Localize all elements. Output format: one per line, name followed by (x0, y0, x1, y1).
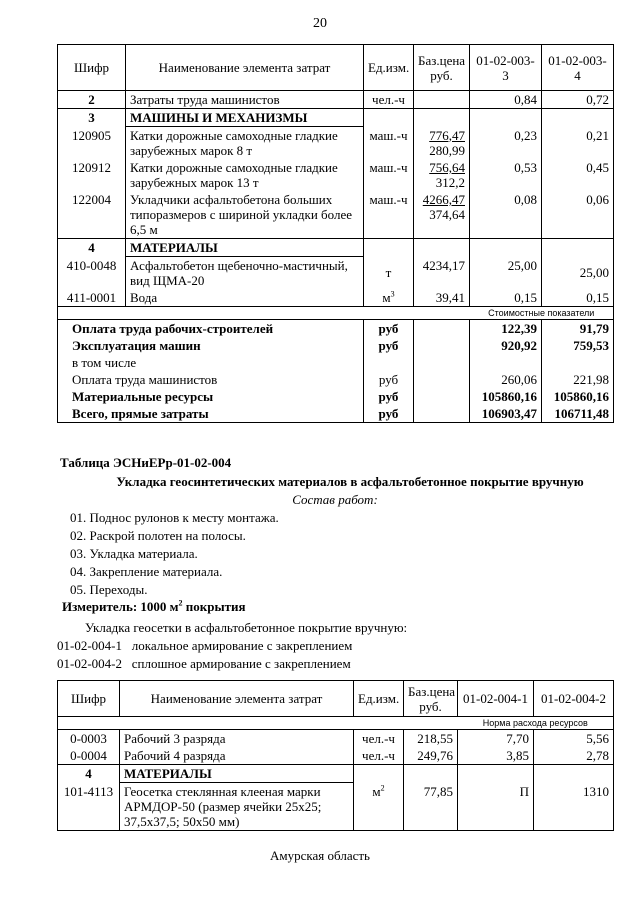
subheader-row (58, 307, 614, 320)
row-value-1: 7,70 (458, 730, 534, 748)
col-norm1-header: 01-02-003-3 (470, 45, 542, 91)
table-row (58, 257, 614, 290)
cost-row (58, 320, 614, 338)
row-code: 411-0001 (58, 289, 126, 307)
cost-label: Оплата труда машинистов (58, 371, 364, 388)
row-price: 39,41 (414, 289, 470, 307)
col-norm2-header: 01-02-003-4 (542, 45, 614, 91)
row-value-2: 2,78 (534, 747, 614, 765)
row-value-1: П (458, 783, 534, 831)
row-name: Геосетка стеклянная клееная марки АРМДОР-50 (размер ячейки 25х25; 37,5х37,5; 50х50 мм) (120, 783, 354, 831)
row-code: 410-0048 (58, 257, 126, 290)
cost-row (58, 371, 614, 388)
cost-value-1: 106903,47 (470, 405, 542, 423)
table-row (58, 91, 614, 109)
row-price: 4266,47 374,64 (414, 191, 470, 239)
section-code: 2 (58, 91, 126, 109)
work-item: 05. Переходы. (70, 582, 148, 597)
work-item: 03. Укладка материала. (70, 546, 198, 561)
page-footer: Амурская область (270, 848, 370, 863)
row-value-2: 0,06 (542, 191, 614, 239)
section-title: МАТЕРИАЛЫ (120, 765, 354, 783)
table-2-name: Укладка геосинтетических материалов в асфальтобетонное покрытие вручную (116, 474, 584, 489)
cost-indicators-label: Стоимостные показатели (470, 307, 614, 320)
row-unit: маш.-ч (364, 159, 414, 191)
row-name: Рабочий 4 разряда (120, 747, 354, 765)
row-unit: т (364, 257, 414, 290)
variant-line (57, 656, 351, 672)
row-unit: чел.-ч (354, 747, 404, 765)
row-value-1: 0,84 (470, 91, 542, 109)
page-number: 20 (313, 16, 327, 31)
table-row (58, 783, 614, 831)
cost-value-1: 122,39 (470, 320, 542, 338)
row-price: 249,76 (404, 747, 458, 765)
row-code: 0-0004 (58, 747, 120, 765)
section-title: МАШИНЫ И МЕХАНИЗМЫ (126, 109, 364, 127)
row-value-1: 25,00 (470, 257, 542, 290)
row-price: 4234,17 (414, 257, 470, 290)
col-norm1-header: 01-02-004-1 (458, 681, 534, 717)
row-unit: чел.-ч (354, 730, 404, 748)
row-unit: чел.-ч (364, 91, 414, 109)
cost-label: Всего, прямые затраты (58, 405, 364, 423)
row-price: 776,47 280,99 (414, 127, 470, 160)
row-code: 101-4113 (58, 783, 120, 831)
col-code-header: Шифр (58, 681, 120, 717)
variant-line (57, 638, 352, 654)
row-name: Катки дорожные самоходные гладкие зарубежных марок 8 т (126, 127, 364, 160)
variant-text: локальное армирование с закреплением (131, 638, 353, 653)
row-unit: маш.-ч (364, 191, 414, 239)
col-norm2-header: 01-02-004-2 (534, 681, 614, 717)
subheader-row (58, 717, 614, 730)
resource-table-1 (57, 44, 614, 423)
cost-row (58, 354, 614, 371)
work-item: 01. Поднос рулонов к месту монтажа. (70, 510, 279, 525)
row-name: Асфальтобетон щебеночно-мастичный, вид ЩМА-20 (126, 257, 364, 290)
col-name-header: Наименование элемента затрат (126, 45, 364, 91)
section-row (58, 765, 614, 783)
row-price: 756,64 312,2 (414, 159, 470, 191)
section-code: 4 (58, 239, 126, 257)
cost-value-2: 91,79 (542, 320, 614, 338)
table-row (58, 159, 614, 191)
work-description: Укладка геосетки в асфальтобетонное покрытие вручную: (85, 620, 408, 635)
cost-unit: руб (364, 320, 414, 338)
cost-unit: руб (364, 388, 414, 405)
row-code: 120912 (58, 159, 126, 191)
section-row (58, 239, 614, 257)
cost-unit: руб (364, 371, 414, 388)
cost-value-1: 105860,16 (470, 388, 542, 405)
row-value-1: 0,23 (470, 127, 542, 160)
row-value-2: 5,56 (534, 730, 614, 748)
col-code-header: Шифр (58, 45, 126, 91)
table-row (58, 747, 614, 765)
work-composition-heading: Состав работ: (292, 492, 378, 507)
row-code: 120905 (58, 127, 126, 160)
cost-value-2: 759,53 (542, 337, 614, 354)
row-value-1: 0,53 (470, 159, 542, 191)
row-unit: $м^2$ (354, 783, 404, 831)
row-price: 77,85 (404, 783, 458, 831)
col-price-header: Баз.цена руб. (404, 681, 458, 717)
col-unit-header: Ед.изм. (354, 681, 404, 717)
row-code: 0-0003 (58, 730, 120, 748)
work-item: 04. Закрепление материала. (70, 564, 223, 579)
row-value-2: 0,21 (542, 127, 614, 160)
row-name: Укладчики асфальтобетона больших типоразмеров с шириной укладки более 6,5 м (126, 191, 364, 239)
cost-label: Оплата труда рабочих-строителей (58, 320, 364, 338)
section-code: 3 (58, 109, 126, 127)
row-code: 122004 (58, 191, 126, 239)
cost-label: Эксплуатация машин (58, 337, 364, 354)
row-value-1: 0,08 (470, 191, 542, 239)
row-value-2: 0,72 (542, 91, 614, 109)
cost-value-2: 105860,16 (542, 388, 614, 405)
cost-unit: руб (364, 405, 414, 423)
row-price: 218,55 (404, 730, 458, 748)
norm-label: Норма расхода ресурсов (458, 717, 614, 730)
row-value-2: 0,45 (542, 159, 614, 191)
resource-table-2 (57, 680, 614, 831)
work-item: 02. Раскрой полотен на полосы. (70, 528, 246, 543)
row-name: Рабочий 3 разряда (120, 730, 354, 748)
row-value-1: 0,15 (470, 289, 542, 307)
row-value-2: 1310 (534, 783, 614, 831)
variant-code: 01-02-004-2 (57, 656, 122, 671)
cost-row (58, 337, 614, 354)
table-row (58, 127, 614, 160)
table-row (58, 730, 614, 748)
table-2-title: Таблица ЭСНиЕРр-01-02-004 (60, 455, 232, 470)
row-name: Затраты труда машинистов (126, 91, 364, 109)
row-value-2: 0,15 (542, 289, 614, 307)
table-row (58, 289, 614, 307)
cost-row (58, 388, 614, 405)
cost-value-2: 221,98 (542, 371, 614, 388)
cost-value-1: 920,92 (470, 337, 542, 354)
row-value-2: 25,00 (542, 257, 614, 290)
row-unit: $м^3$ (364, 289, 414, 307)
col-price-header: Баз.цена руб. (414, 45, 470, 91)
table-row (58, 191, 614, 239)
row-unit: маш.-ч (364, 127, 414, 160)
variant-text: сплошное армирование с закреплением (131, 656, 351, 671)
row-name: Вода (126, 289, 364, 307)
cost-row (58, 405, 614, 423)
cost-unit: руб (364, 337, 414, 354)
col-name-header: Наименование элемента затрат (120, 681, 354, 717)
section-code: 4 (58, 765, 120, 783)
cost-label: Материальные ресурсы (58, 388, 364, 405)
col-unit-header: Ед.изм. (364, 45, 414, 91)
row-name: Катки дорожные самоходные гладкие зарубежных марок 13 т (126, 159, 364, 191)
measurement-unit: Измеритель: 1000 $м^2$ покрытия (62, 598, 246, 614)
variant-code: 01-02-004-1 (57, 638, 122, 653)
cost-value-1: 260,06 (470, 371, 542, 388)
row-value-1: 3,85 (458, 747, 534, 765)
row-price (414, 91, 470, 109)
section-title: МАТЕРИАЛЫ (126, 239, 364, 257)
section-row (58, 109, 614, 127)
cost-value-2: 106711,48 (542, 405, 614, 423)
cost-label: в том числе (58, 354, 364, 371)
